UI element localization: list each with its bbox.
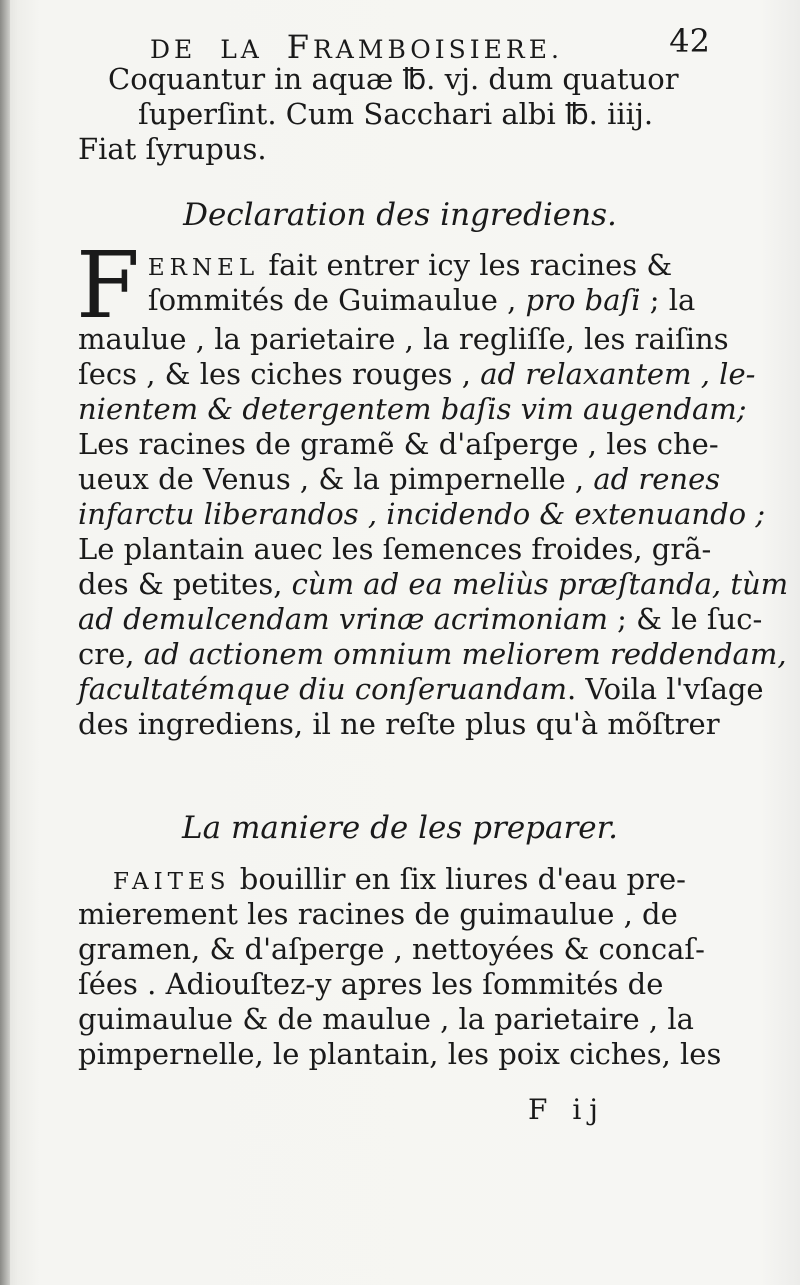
text-line: Les racines de gramẽ & d'aſperge , les che- (78, 427, 719, 461)
text-line: cre, ad actionem omnium meliorem reddendam, (78, 637, 787, 671)
text-line: infarctu liberandos , incidendo & extenuando ; (78, 497, 766, 531)
running-header (150, 22, 710, 66)
text-line: ſecs , & les ciches rouges , ad relaxantem , le- (78, 357, 756, 391)
text-line: ſuperſint. Cum Sacchari albi ℔. iiij. (138, 97, 654, 131)
section-body (76, 232, 789, 742)
text-line: FAITES bouillir en ſix liures d'eau pre- (113, 862, 686, 896)
text-line: mierement les racines de guimaulue , de (78, 897, 678, 931)
text-line: ueux de Venus , & la pimpernelle , ad renes (78, 462, 721, 496)
drop-cap: F (76, 232, 140, 339)
section-heading: La maniere de les preparer. (182, 810, 618, 846)
text-line: nientem & detergentem baſis vim augendam; (78, 392, 747, 426)
text-line: gramen, & d'aſperge , nettoyées & concaſ- (78, 932, 705, 966)
recipe-end (78, 62, 708, 167)
text-line: Le plantain auec les ſemences froides, grã- (78, 532, 712, 566)
text-line: Coquantur in aquæ ℔. vj. dum quatuor (108, 62, 679, 96)
page-number: 42 (669, 22, 710, 60)
text-line: ERNEL fait entrer icy les racines & (147, 248, 673, 282)
text-line: maulue , la parietaire , la regliſſe, les raiſins (78, 322, 729, 356)
text-line: ad demulcendam vrinæ acrimoniam ; & le ſuc- (78, 602, 763, 636)
section-body (78, 862, 722, 1072)
text-line: Fiat ſyrupus. (78, 132, 267, 166)
text-line: pimpernelle, le plantain, les poix ciches, les (78, 1037, 722, 1071)
section-heading: Declaration des ingrediens. (183, 197, 617, 233)
text-line: des ingrediens, il ne reſte plus qu'à mõſtrer (78, 707, 720, 741)
text-line: facultatémque diu conſeruandam. Voila l'vſage (78, 672, 764, 706)
text-line: guimaulue & de maulue , la parietaire , la (78, 1002, 694, 1036)
text-line: ſées . Adiouſtez-y apres les ſommités de (78, 967, 664, 1001)
text-line: des & petites, cùm ad ea meliùs præſtanda, tùm (78, 567, 789, 601)
running-title: DE LA FRAMBOISIERE. (150, 28, 563, 66)
text-line: ſommités de Guimaulue , pro baſi ; la (147, 283, 696, 317)
signature-mark: F ij (528, 1093, 606, 1126)
book-spine-shadow (0, 0, 10, 1285)
